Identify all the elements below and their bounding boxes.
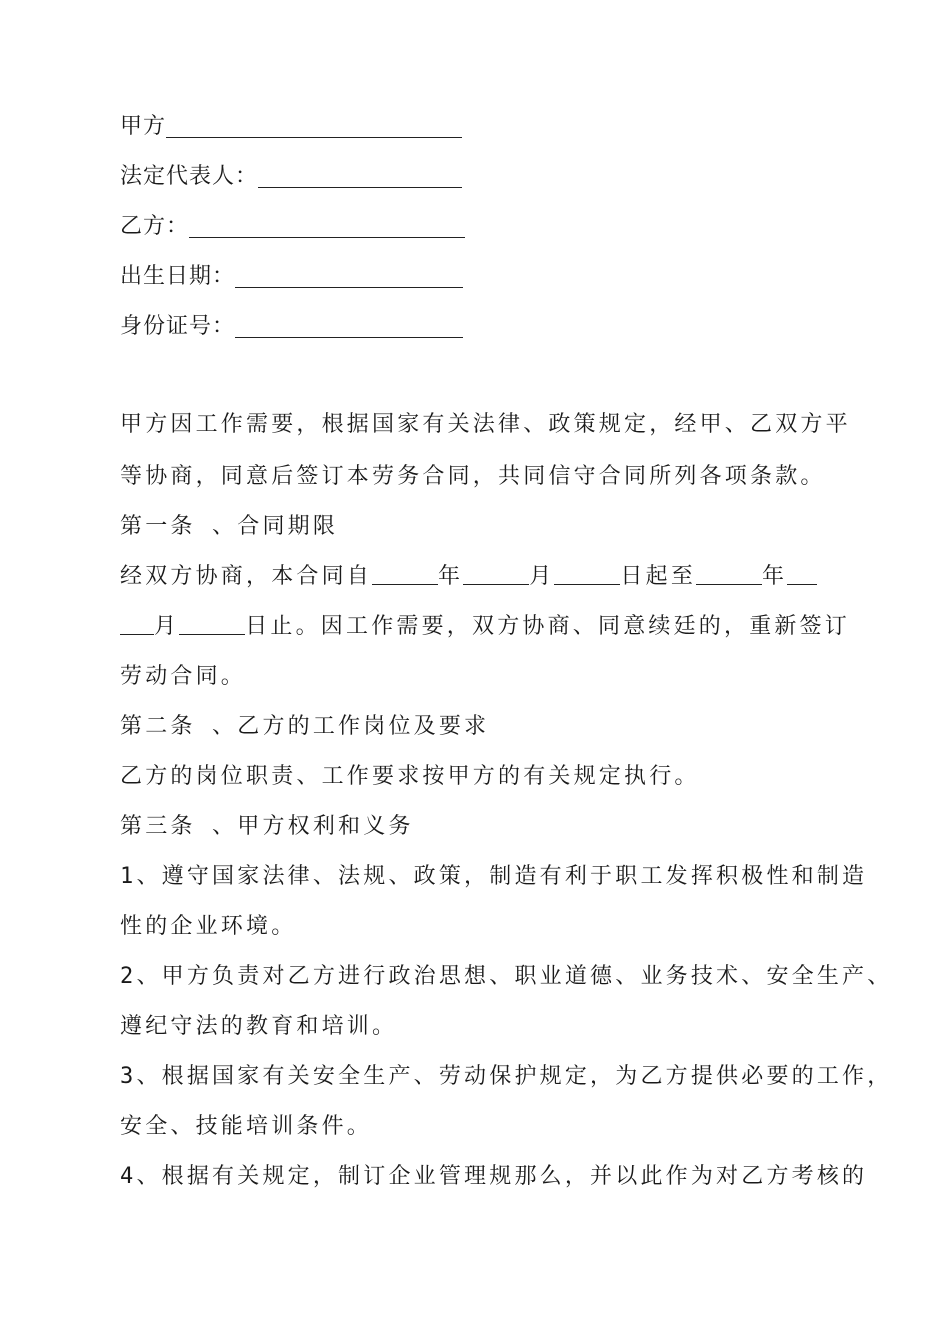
article-3-item-2-line-2: 遵纪守法的教育和培训。 xyxy=(120,1014,398,1039)
article-1-text-a: 经双方协商，本合同自 xyxy=(120,564,373,589)
end-year-blank[interactable] xyxy=(696,564,762,585)
article-1-text-d: 日起至 xyxy=(620,564,697,589)
article-3-item-4-line-1: 4、根据有关规定，制订企业管理规那么，并以此作为对乙方考核的 xyxy=(120,1164,868,1189)
article-1-title: 第一条 、合同期限 xyxy=(120,514,339,539)
article-2-body: 乙方的岗位职责、工作要求按甲方的有关规定执行。 xyxy=(120,764,700,789)
article-1-text-f: 月 xyxy=(154,614,180,639)
article-1-line-3: 劳动合同。 xyxy=(120,664,247,689)
article-3-item-3-line-2: 安全、技能培训条件。 xyxy=(120,1114,373,1139)
intro-line-1: 甲方因工作需要，根据国家有关法律、政策规定，经甲、乙双方平 xyxy=(120,412,851,437)
birth-date-blank[interactable] xyxy=(235,265,463,288)
birth-date-row xyxy=(120,262,463,292)
start-year-blank[interactable] xyxy=(372,564,438,585)
party-b-row xyxy=(120,212,465,242)
legal-rep-label: 法定代表人： xyxy=(120,164,259,189)
end-month-blank-part-2[interactable] xyxy=(120,614,154,635)
article-3-item-1-line-1: 1、遵守国家法律、法规、政策，制造有利于职工发挥积极性和制造 xyxy=(120,864,868,889)
article-2-title: 第二条 、乙方的工作岗位及要求 xyxy=(120,714,490,739)
party-a-blank[interactable] xyxy=(166,115,462,138)
article-1-line-2 xyxy=(120,612,860,642)
end-month-blank-part-1[interactable] xyxy=(787,564,817,585)
intro-line-2: 等协商，同意后签订本劳务合同，共同信守合同所列各项条款。 xyxy=(120,464,826,489)
legal-rep-blank[interactable] xyxy=(258,165,462,188)
id-number-blank[interactable] xyxy=(235,315,463,338)
party-a-row xyxy=(120,112,462,142)
end-day-blank[interactable] xyxy=(179,614,245,635)
article-3-item-1-line-2: 性的企业环境。 xyxy=(120,914,297,939)
article-1-text-c: 月 xyxy=(529,564,555,589)
start-day-blank[interactable] xyxy=(554,564,620,585)
party-b-label: 乙方： xyxy=(120,214,190,239)
article-1-text-e: 年 xyxy=(762,564,788,589)
article-3-title: 第三条 、甲方权利和义务 xyxy=(120,814,414,839)
article-1-text-g: 日止。因工作需要，双方协商、同意续廷的，重新签订 xyxy=(245,614,851,639)
article-3-item-3-line-1: 3、根据国家有关安全生产、劳动保护规定，为乙方提供必要的工作， xyxy=(120,1064,893,1089)
article-3-item-2-line-1: 2、甲方负责对乙方进行政治思想、职业道德、业务技术、安全生产、 xyxy=(120,964,893,989)
article-1-text-b: 年 xyxy=(438,564,464,589)
start-month-blank[interactable] xyxy=(463,564,529,585)
party-b-blank[interactable] xyxy=(189,215,465,238)
birth-date-label: 出生日期： xyxy=(120,264,236,289)
party-a-label: 甲方 xyxy=(120,114,167,139)
legal-rep-row xyxy=(120,162,462,192)
id-number-row xyxy=(120,312,463,342)
id-number-label: 身份证号： xyxy=(120,314,236,339)
article-1-line-1 xyxy=(120,562,860,592)
